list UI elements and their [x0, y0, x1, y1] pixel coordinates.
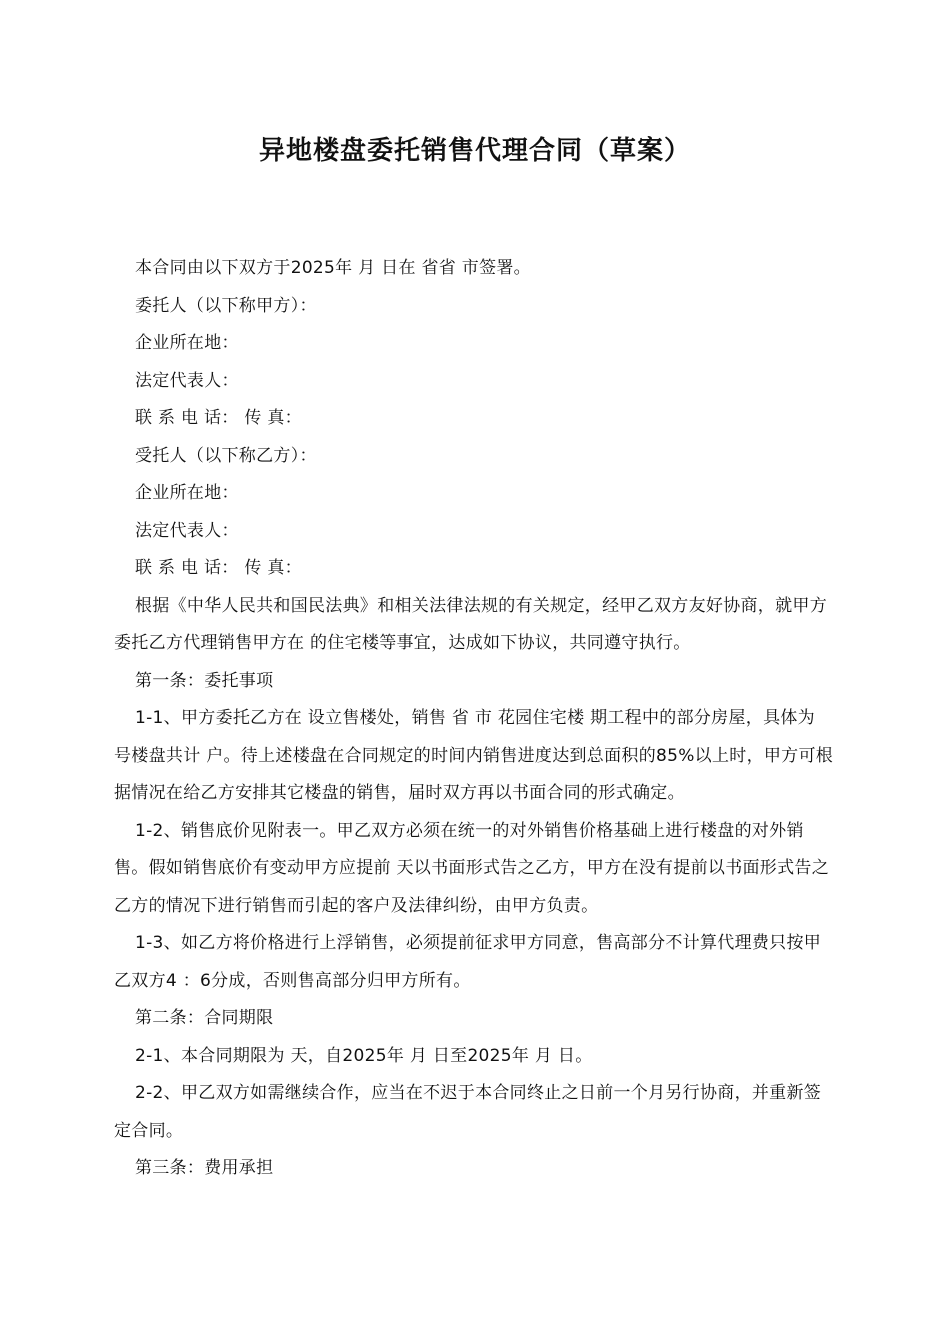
paragraph-party-b-address: 企业所在地：: [135, 483, 239, 503]
paragraph-party-a: 委托人（以下称甲方）：: [135, 295, 317, 316]
heading-article-2: 第二条：合同期限: [135, 1008, 274, 1028]
paragraph-signing-info: 本合同由以下双方于2025年 月 日在 省省 市签署。: [135, 258, 531, 278]
document-title: 异地楼盘委托销售代理合同（草案）: [258, 136, 691, 166]
document-body: [114, 250, 836, 1188]
paragraph-party-a-representative: 法定代表人：: [135, 370, 239, 391]
paragraph-clause-2-1: 2-1、本合同期限为 天，自2025年 月 日至2025年 月 日。: [135, 1045, 593, 1066]
paragraph-clause-1-1: 1-1、甲方委托乙方在 设立售楼处，销售 省 市 花园住宅楼 期工程中的部分房屋，具体为 号楼盘共计 户。待上述楼盘在合同规定的时间内销售进度达到总面积的85%以上时，甲方可根据情况在给乙方安排其它楼盘的销售，届时双方再以书面合同的形式确定。: [114, 708, 834, 803]
paragraph-party-a-contact: 联 系 电 话： 传 真：: [135, 408, 302, 428]
paragraph-party-b: 受托人（以下称乙方）：: [135, 445, 317, 466]
paragraph-party-b-representative: 法定代表人：: [135, 520, 239, 541]
paragraph-party-a-address: 企业所在地：: [135, 333, 239, 353]
paragraph-clause-1-2: 1-2、销售底价见附表一。甲乙双方必须在统一的对外销售价格基础上进行楼盘的对外销售。假如销售底价有变动甲方应提前 天以书面形式告之乙方，甲方在没有提前以书面形式告之乙方的情况下进行销售而引起的客户及法律纠纷，由甲方负责。: [114, 820, 830, 916]
paragraph-party-b-contact: 联 系 电 话： 传 真：: [135, 558, 302, 578]
paragraph-clause-2-2: 2-2、甲乙双方如需继续合作，应当在不迟于本合同终止之日前一个月另行协商，并重新签定合同。: [114, 1083, 822, 1141]
heading-article-3: 第三条：费用承担: [135, 1158, 274, 1178]
heading-article-1: 第一条：委托事项: [135, 670, 274, 691]
paragraph-clause-1-3: 1-3、如乙方将价格进行上浮销售，必须提前征求甲方同意，售高部分不计算代理费只按甲乙双方4 ：6分成，否则售高部分归甲方所有。: [114, 933, 822, 991]
paragraph-preamble: 根据《中华人民共和国民法典》和相关法律法规的有关规定，经甲乙双方友好协商，就甲方委托乙方代理销售甲方在 的住宅楼等事宜，达成如下协议，共同遵守执行。: [114, 595, 827, 653]
